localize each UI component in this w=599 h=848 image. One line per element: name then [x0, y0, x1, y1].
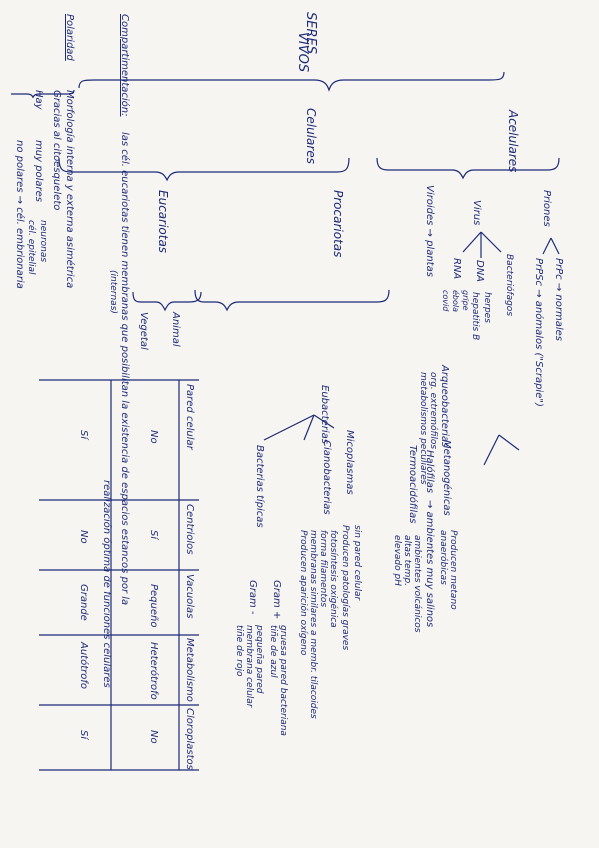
gram-neg-item-3: tiñe de rojo: [234, 625, 244, 677]
rna-item-2: ébola: [451, 290, 460, 313]
dna-item-1: herpes: [482, 292, 492, 323]
virus-arrow-3: [463, 232, 481, 252]
compartimentacion-text-3: realización óptima de funciones celulares: [101, 480, 112, 688]
polaridad-no-polares: no polares → cél. embrionaria: [14, 140, 25, 289]
compartimentacion-text-1: las cél. eucariotas tienen membranas que posibilitan la existencia de espacios estancos por la: [119, 132, 130, 606]
compartimentacion-label: Compartimentación:: [119, 14, 130, 117]
ciano-item-2: forma filamentos: [318, 530, 328, 608]
eucariotas-brace: [133, 292, 201, 310]
polaridad-item-2: Gracias al citoesqueleto: [51, 90, 62, 211]
table-header-centriolos: Centriolos: [184, 504, 195, 555]
table-header-pared: Pared celular: [184, 384, 195, 450]
dna-label: DNA: [474, 260, 485, 283]
eucariotas-label: Eucariotas: [156, 190, 170, 254]
gram-pos-item-1: gruesa pared bacteriana: [278, 625, 288, 736]
gram-pos-item-2: tiñe de azul: [268, 625, 278, 678]
table-header-metabolismo: Metabolismo: [184, 638, 195, 702]
polaridad-muy-polares: muy polares: [33, 140, 44, 203]
root-title-line2: VIVOS: [295, 32, 310, 73]
metanogenicas-label: Metanogénicas: [441, 440, 452, 516]
gram-neg-item-2: membrana celular: [244, 625, 254, 708]
eub-arrow-3: [264, 415, 314, 440]
table-cell-animal-centriolos: Sí: [148, 530, 159, 540]
polaridad-neuronas: neuronas: [38, 220, 48, 263]
arq-arrow-2: [484, 435, 499, 465]
table-cell-vegetal-pared: Sí: [78, 430, 89, 440]
table-cell-vegetal-cloroplastos: Sí: [78, 730, 89, 740]
acelulares-brace: [377, 158, 559, 178]
rna-item-3: covid: [441, 290, 450, 312]
priones-item-2: PrPSc → anómalos ("Scrapie"): [533, 258, 544, 407]
gram-pos-label: Gram +: [271, 580, 282, 620]
priones-arrow-1: [551, 238, 559, 254]
ciano-item-4: Producen aparición oxígeno: [298, 530, 308, 656]
cianobacterias-label: Cianobacterias: [321, 440, 332, 515]
celulares-label: Celulares: [304, 108, 318, 164]
procariotas-label: Procariotas: [331, 190, 345, 258]
priones-arrow-2: [543, 238, 551, 254]
halofilas-desc: → ambientes muy salinos: [424, 500, 435, 628]
polaridad-hay-label: Hay: [33, 90, 44, 110]
virus-label: Virus: [471, 200, 482, 226]
termoacidofilas-label: Termoacidófilas: [407, 445, 418, 524]
viroides-label: Viroides → plantas: [424, 185, 435, 277]
ciano-item-3: membranas similares a membr. tilacoides: [308, 530, 318, 719]
micoplasmas-item-1: sin pared celular: [352, 525, 362, 601]
termo-item-3: elevado pH: [392, 535, 402, 586]
gram-neg-label: Gram -: [247, 580, 258, 615]
polaridad-label: Polaridad: [64, 14, 75, 61]
table-header-cloroplastos: Cloroplastos: [184, 708, 195, 770]
priones-label: Priones: [541, 190, 552, 227]
table-cell-vegetal-vacuolas: Grande: [78, 584, 89, 621]
micoplasmas-item-2: Producen patologías graves: [340, 525, 350, 651]
procariotas-brace: [195, 290, 389, 310]
termo-item-2: altas temp.: [402, 535, 412, 587]
bacterias-tipicas-label: Bacterias típicas: [254, 445, 265, 528]
virus-arrow-1: [481, 232, 501, 252]
rna-label: RNA: [451, 258, 462, 280]
gram-neg-item-1: pequeña pared: [254, 625, 264, 694]
root-brace: [79, 72, 504, 90]
compartimentacion-text-2: (internas): [108, 270, 118, 314]
table-cell-animal-metabolismo: Heterótrofo: [148, 642, 159, 700]
eubacterias-label: Eubacterias: [319, 385, 330, 444]
table-cell-animal-cloroplastos: No: [148, 730, 159, 744]
table-row-animal-label: Animal: [170, 312, 181, 347]
root-title-line1: SERES: [303, 12, 318, 54]
arq-arrow-1: [499, 435, 519, 450]
halofilas-label: Halófilas: [424, 450, 435, 494]
rna-item-1: gripe: [461, 290, 470, 311]
table-cell-animal-pared: No: [148, 430, 159, 444]
ciano-item-1: fotosíntesis oxigénica: [328, 530, 338, 628]
table-cell-animal-vacuolas: Pequeño: [148, 584, 159, 628]
arq-note-2: metabolismos peculiares: [418, 372, 428, 485]
priones-item-1: PrPc → normales: [553, 258, 564, 341]
table-header-vacuolas: Vacuolas: [184, 574, 195, 619]
dna-item-2: hepatitis B: [470, 292, 480, 341]
acelulares-label: Acelulares: [506, 110, 520, 173]
table-cell-vegetal-centriolos: No: [78, 530, 89, 544]
arq-note-1: org. extremófilos: [428, 372, 438, 450]
table-cell-vegetal-metabolismo: Autótrofo: [78, 642, 89, 690]
bacteriofagos-label: Bacteriófagos: [504, 254, 514, 317]
termo-item-1: ambientes volcánicos: [412, 535, 422, 633]
metanogenicas-item-2: anaeróbicas: [438, 530, 448, 585]
metanogenicas-item-1: Producen metano: [448, 530, 458, 610]
micoplasmas-label: Micoplasmas: [344, 430, 355, 495]
table-row-vegetal-label: Vegetal: [138, 312, 149, 350]
arqueobacterias-label: Arqueobacterias: [439, 365, 450, 448]
polaridad-item-1: Morfología interna y externa asimétrica: [64, 90, 75, 289]
polaridad-cel-epitelial: cél. epitelial: [26, 220, 36, 275]
